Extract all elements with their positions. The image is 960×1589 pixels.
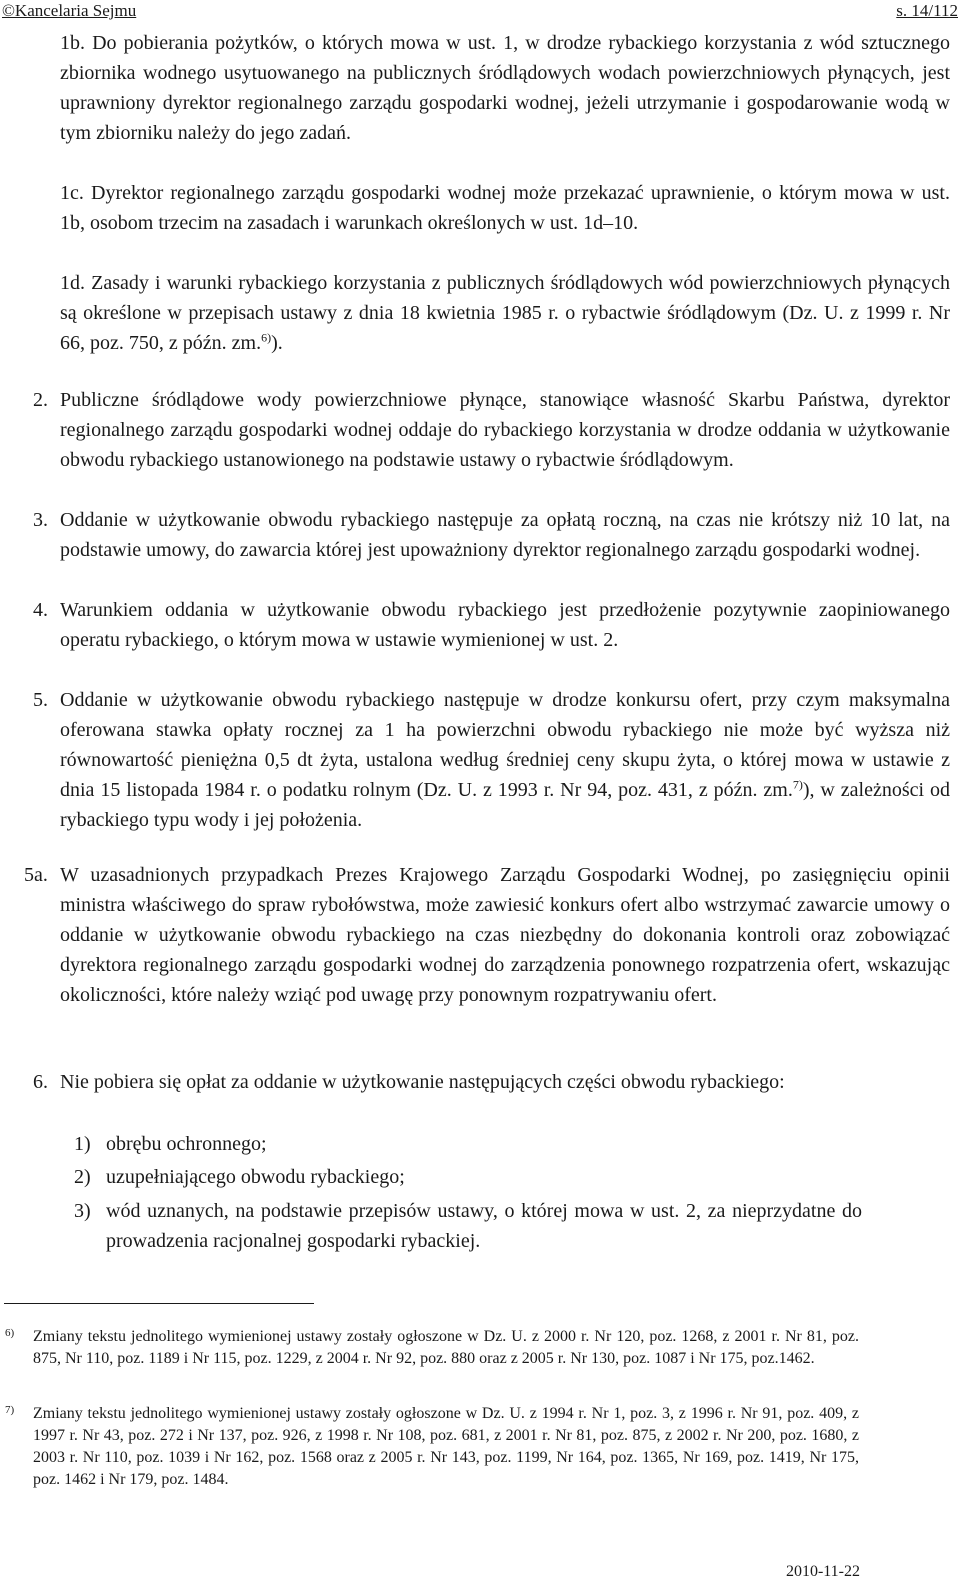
paragraph-6-number: 6. (33, 1071, 48, 1093)
paragraph-4-number: 4. (33, 599, 48, 621)
list-item (74, 1129, 856, 1159)
list-item-text: uzupełniającego obwodu rybackiego; (106, 1166, 405, 1188)
paragraph-5 (33, 685, 950, 835)
paragraph-5-end: ), w zależności od rybackiego typu wody i jej położenia. (60, 779, 950, 831)
paragraph-1d-text: 1d. Zasady i warunki rybackiego korzystania z publicznych śródlądowych wód powierzchniowych płynących są określone w przepisach ustawy z dnia 18 kwietnia 1985 r. o rybactwie śródlądowym (Dz. U. z 1999 r. Nr 66, poz. 750, z późn. zm. (60, 272, 950, 354)
paragraph-2-text: Publiczne śródlądowe wody powierzchniowe płynące, stanowiące własność Skarbu Państwa, dyrektor regionalnego zarządu gospodarki wodnej oddaje do rybackiego korzystania w drodze oddania w użytkowanie obwodu rybackiego ustanowionego na podstawie ustawy o rybactwie śródlądowym. (60, 389, 950, 471)
paragraph-6 (33, 1067, 950, 1097)
list-item-number: 3) (74, 1200, 91, 1222)
footnote-6-text: Zmiany tekstu jednolitego wymienionej ustawy zostały ogłoszone w Dz. U. z 2000 r. Nr 120, poz. 1268, z 2001 r. Nr 81, poz. 875, Nr 110, poz. 1189 i Nr 115, poz. 1229, z 2004 r. Nr 92, poz. 880 oraz z 2005 r. Nr 130, poz. 1087 i Nr 175, poz.1462. (33, 1328, 859, 1367)
list-item-number: 1) (74, 1133, 91, 1155)
paragraph-1d (60, 268, 950, 358)
paragraph-3 (33, 505, 950, 565)
paragraph-1c: 1c. Dyrektor regionalnego zarządu gospodarki wodnej może przekazać uprawnienie, o którym mowa w ust. 1b, osobom trzecim na zasadach i warunkach określonych w ust. 1d–10. (60, 182, 950, 234)
footnote-separator (4, 1303, 314, 1304)
paragraph-4-text: Warunkiem oddania w użytkowanie obwodu rybackiego jest przedłożenie pozytywnie zaopiniowanego operatu rybackiego, o którym mowa w ustawie wymienionej w ust. 2. (60, 599, 950, 651)
paragraph-3-text: Oddanie w użytkowanie obwodu rybackiego następuje za opłatą roczną, na czas nie krótszy niż 10 lat, na podstawie umowy, do zawarcia której jest upoważniony dyrektor regionalnego zarządu gospodarki wodnej. (60, 509, 950, 561)
paragraph-5a-number: 5a. (24, 864, 48, 886)
list-item-text: wód uznanych, na podstawie przepisów ustawy, o której mowa w ust. 2, za nieprzydatne do prowadzenia racjonalnej gospodarki rybackiej. (106, 1200, 862, 1252)
paragraph-3-number: 3. (33, 509, 48, 531)
footnote-6-number: 6) (5, 1327, 15, 1339)
footnote-6 (5, 1326, 859, 1370)
paragraph-2 (33, 385, 950, 475)
document-date: 2010-11-22 (785, 1563, 860, 1580)
footnote-ref-7[interactable]: 7) (792, 777, 803, 792)
paragraph-1d-end: ). (271, 332, 283, 354)
footnote-ref-6[interactable]: 6) (261, 330, 272, 345)
publisher-link[interactable]: ©Kancelaria Sejmu (2, 1, 137, 20)
paragraph-1b: 1b. Do pobierania pożytków, o których mowa w ust. 1, w drodze rybackiego korzystania z wód sztucznego zbiornika wodnego usytuowanego na publicznych śródlądowych wodach powierzchniowych płynących, jest uprawniony dyrektor regionalnego zarządu gospodarki wodnej, jeżeli utrzymanie i gospodarowanie wodą w tym zbiorniku należy do jego zadań. (60, 32, 950, 144)
footnote-7-text: Zmiany tekstu jednolitego wymienionej ustawy zostały ogłoszone w Dz. U. z 1994 r. Nr 1, poz. 3, z 1996 r. Nr 91, poz. 409, z 1997 r. Nr 43, poz. 272 i Nr 137, poz. 926, z 1998 r. Nr 108, poz. 681, z 2001 r. Nr 81, poz. 875, z 2002 r. Nr 200, poz. 1680, z 2003 r. Nr 110, poz. 1039 i Nr 162, poz. 1568 oraz z 2005 r. Nr 143, poz. 1199, Nr 164, poz. 1365, Nr 169, poz. 1419, Nr 175, poz. 1462 i Nr 179, poz. 1484. (33, 1405, 859, 1488)
list-item (74, 1196, 862, 1256)
paragraph-5a-text: W uzasadnionych przypadkach Prezes Krajowego Zarządu Gospodarki Wodnej, po zasięgnięciu opinii ministra właściwego do spraw rybołówstwa, może zawiesić konkurs ofert albo wstrzymać zawarcie umowy o oddanie w użytkowanie obwodu rybackiego na czas niezbędny do dokonania kontroli oraz zobowiązać dyrektora regionalnego zarządu gospodarki wodnej do zarządzenia ponownego rozpatrzenia ofert, wskazując okoliczności, które należy wziąć pod uwagę przy ponownym rozpatrywaniu ofert. (60, 864, 950, 1006)
paragraph-4 (33, 595, 950, 655)
list-item-text: obrębu ochronnego; (106, 1133, 267, 1155)
paragraph-5-text (60, 685, 950, 835)
list-item (74, 1162, 856, 1192)
list-item-number: 2) (74, 1166, 91, 1188)
paragraph-5a (24, 860, 950, 1010)
paragraph-6-text: Nie pobiera się opłat za oddanie w użytkowanie następujących części obwodu rybackiego: (60, 1071, 785, 1093)
page-number[interactable]: s. 14/112 (896, 1, 958, 20)
paragraph-5-body: Oddanie w użytkowanie obwodu rybackiego następuje w drodze konkursu ofert, przy czym maksymalna oferowana stawka opłaty rocznej za 1 ha powierzchni obwodu rybackiego nie może być wyższa niż równowartość pieniężna 0,5 dt żyta, ustalona według średniej ceny skupu żyta, o której mowa w ustawie z dnia 15 listopada 1984 r. o podatku rolnym (Dz. U. z 1993 r. Nr 94, poz. 431, z późn. zm. (60, 689, 950, 801)
footnote-7 (5, 1403, 859, 1491)
footnote-7-number: 7) (5, 1404, 15, 1416)
paragraph-2-number: 2. (33, 389, 48, 411)
paragraph-5-number: 5. (33, 689, 48, 711)
